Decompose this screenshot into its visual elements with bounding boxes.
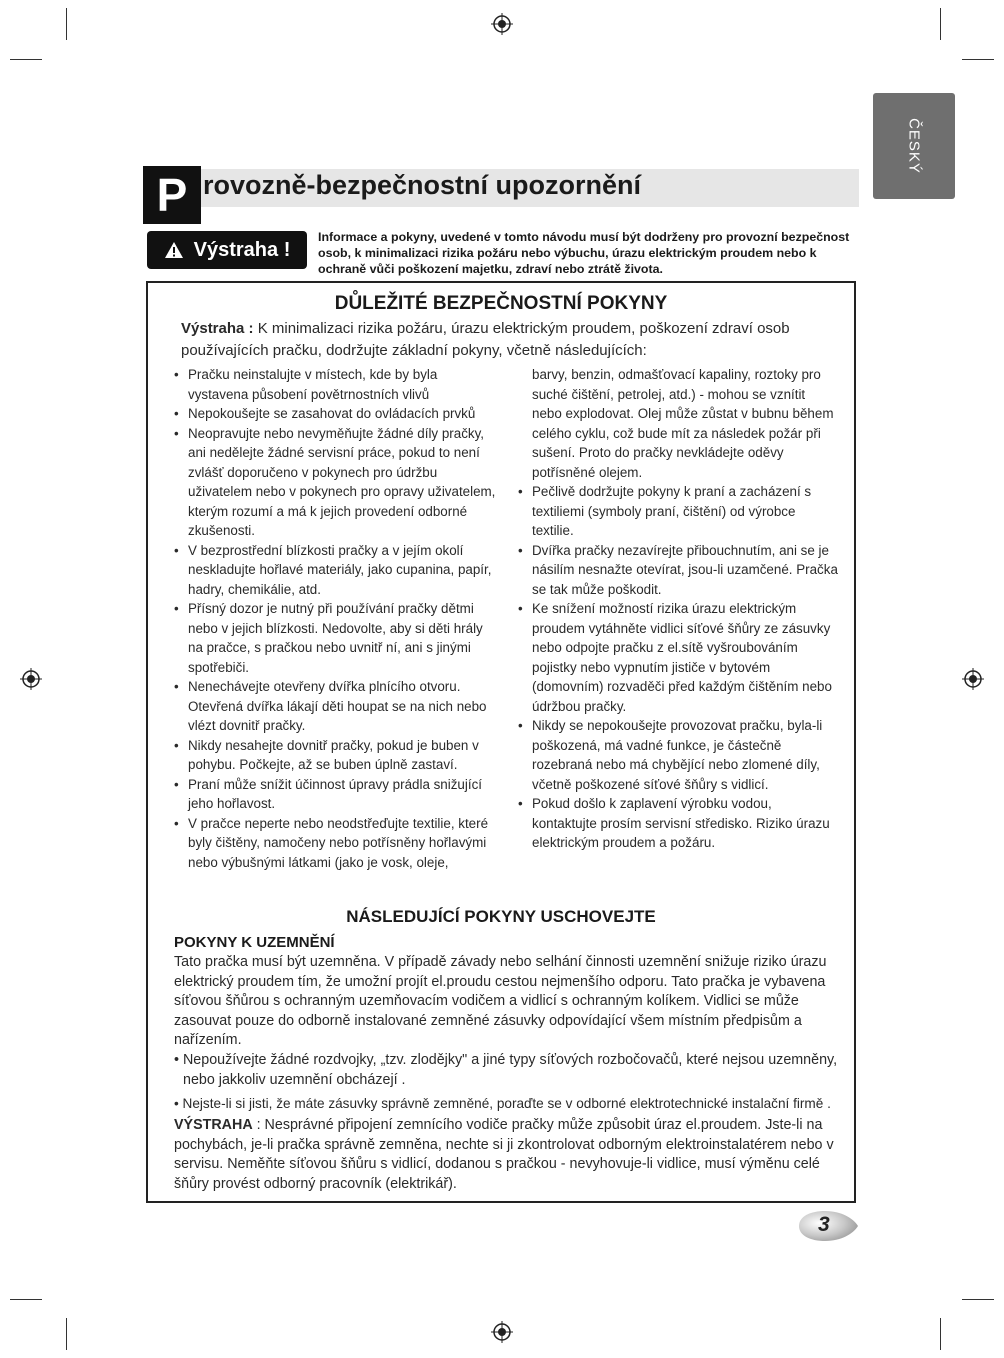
safety-intro-text: K minimalizaci rizika požáru, úrazu elektrickým proudem, poškození zdraví osob používajících pračku, dodržujte základní pokyny, včetně následujících:: [181, 320, 790, 359]
language-tab: [873, 93, 955, 199]
page-number: 3: [818, 1213, 830, 1236]
safety-intro: [181, 318, 841, 362]
list-item: • Nepokoušejte se zasahovat do ovládacích prvků: [174, 406, 476, 421]
safety-instructions-box: [146, 281, 856, 1203]
registration-mark-icon: [20, 668, 42, 690]
list-item: • Ke snížení možností rizika úrazu elektrickým proudem vytáhněte vidlici síťové šňůry ze zásuvky nebo odpojte pračku z el.sítě vyšroubováním pojistky nebo vypnutím jističe v bytovém (domovním) rozvaděči před každým čištěním nebo údržbou pračky.: [518, 601, 832, 714]
crop-mark: [10, 1299, 42, 1300]
title-initial: P: [143, 166, 201, 224]
list-item: • Nenechávejte otevřeny dvířka plnícího otvoru. Otevřená dvířka lákají děti houpat se na nich nebo vlézt dovnitř pračky.: [174, 679, 487, 733]
final-warning: [174, 1116, 846, 1194]
safety-list-left: [174, 365, 500, 872]
registration-mark-icon: [491, 1321, 513, 1343]
list-item: • Nikdy se nepokoušejte provozovat pračku, byla-li poškozená, má vadné funkce, je částečně rozebraná nebo má chybějící nebo zlomené díly, včetně poškozené síťové šňůry s vidlicí.: [518, 718, 823, 792]
list-item: • Přísný dozor je nutný při používání pračky dětmi nebo v jejich blízkosti. Nedovolte, aby si děti hrály na pračce, s pračkou nebo uvnitř ní, ani s jinými spotřebiči.: [174, 601, 483, 675]
registration-mark-icon: [491, 13, 513, 35]
crop-mark: [940, 8, 941, 40]
page-number-badge: [797, 1210, 859, 1242]
registration-mark-icon: [962, 668, 984, 690]
list-item: • V bezprostřední blízkosti pračky a v jejím okolí neskladujte hořlavé materiály, jako cupanina, papír, hadry, chemikálie, atd.: [174, 542, 492, 597]
list-item: • Nikdy nesahejte dovnitř pračky, pokud je buben v pohybu. Počkejte, až se buben úplně zastaví.: [174, 737, 479, 772]
grounding-title: POKYNY K UZEMNĚNÍ: [174, 934, 335, 951]
page-title: rovozně-bezpečnostní upozornění: [203, 170, 642, 200]
warning-triangle-icon: [164, 241, 184, 259]
crop-mark: [940, 1318, 941, 1350]
crop-mark: [66, 8, 67, 40]
crop-mark: [962, 1299, 994, 1300]
list-item: • Praní může snížit účinnost úpravy prádla snižující jeho hořlavost.: [174, 776, 482, 811]
list-item-continuation: barvy, benzin, odmašťovací kapaliny, roztoky pro suché čištění, petrolej, atd.) - mohou se vznítit nebo explodovat. Olej může zůstat v bubnu během celého cyklu, což bude mít za následek požár při sušení. Proto do pračky nevkládejte oděvy potřísněné olejem.: [532, 367, 834, 480]
list-item: • Pračku neinstalujte v místech, kde by byla vystavena působení povětrnostních vlivů: [174, 367, 438, 402]
list-item: • Pokud došlo k zaplavení výrobku vodou, kontaktujte prosím servisní středisko. Riziko úrazu elektrickým proudem a požáru.: [518, 796, 830, 850]
list-item: • Dvířka pračky nezavírejte přibouchnutím, ani se je násilím nesnažte otevírat, jsou-li uzamčené. Pračka se tak může poškodit.: [518, 542, 838, 597]
list-item: • Nejste-li si jisti, že máte zásuvky správně zemněné, poraďte se v odborné elektrotechnické instalační firmě .: [174, 1096, 831, 1112]
warning-badge: [147, 231, 307, 269]
grounding-bullets: [174, 1051, 846, 1114]
final-warning-label: VÝSTRAHA: [174, 1117, 253, 1133]
language-tab-label: ČESKÝ: [905, 118, 923, 174]
crop-mark: [962, 59, 994, 60]
keep-instructions-heading: NÁSLEDUJÍCÍ POKYNY USCHOVEJTE: [346, 907, 656, 926]
safety-list-right: [518, 365, 838, 853]
list-item: • V pračce neperte nebo neodstřeďujte textilie, které byly čištěny, namočeny nebo potřísněny hořlavými nebo výbušnými látkami (jako je vosk, oleje,: [174, 815, 489, 870]
list-item: • Pečlivě dodržujte pokyny k praní a zacházení s textiliemi (symboly praní, čištění) od výrobce textilie.: [518, 484, 812, 538]
safety-intro-label: Výstraha :: [181, 320, 254, 337]
final-warning-text: : Nesprávné připojení zemnícího vodiče pračky může způsobit úraz el.proudem. Jste-li na pochybách, je-li pračka správně zemněna, nechte si ji zkontrolovat odborným elektroinstalatérem nebo v servisu. Neměňte síťovou šňůru s vidlicí, dodanou s pračkou - nevyhovuje-li vidlice, musí výměnu celé šňůry provést odborný pracovník (elektrikář).: [174, 1117, 834, 1192]
crop-mark: [10, 59, 42, 60]
list-item: • Neopravujte nebo nevyměňujte žádné díly pračky, ani nedělejte žádné servisní práce, pokud to není zvlášť doporučeno v pokynech pro údržbu uživatelem nebo v pokynech pro opravy uživatelem, kterým rozumí a má k jejich provedení odborné zkušenosti.: [174, 425, 496, 538]
warning-label: Výstraha !: [193, 238, 291, 261]
crop-mark: [66, 1318, 67, 1350]
warning-intro: Informace a pokyny, uvedené v tomto návodu musí být dodrženy pro provozní bezpečnost osob, k minimalizaci rizika požáru nebo výbuchu, úrazu elektrickým proudem nebo k ochraně vůči poškození majetku, zdraví nebo ztrátě života.: [318, 230, 850, 276]
list-item: • Nepoužívejte žádné rozdvojky, „tzv. zlodějky" a jiné typy síťových rozbočovačů, které nejsou uzemněny, nebo jakkoliv uzemnění obcházejí .: [174, 1052, 838, 1088]
grounding-text: Tato pračka musí být uzemněna. V případě závady nebo selhání činnosti uzemnění snižuje riziko úrazu elektrický proudem tím, že umožní projít el.proudu cestou nejmenšího odporu. Tato pračka je vybavena síťovou šňůrou s ochranným uzemňovacím vodičem a vidlicí s ochranným kolíkem. Vidlici se může zasouvat pouze do odborně instalované zemněné zásuvky odpovídající všem místním předpisům a nařízením.: [174, 954, 827, 1049]
safety-heading: DŮLEŽITÉ BEZPEČNOSTNÍ POKYNY: [334, 293, 668, 314]
